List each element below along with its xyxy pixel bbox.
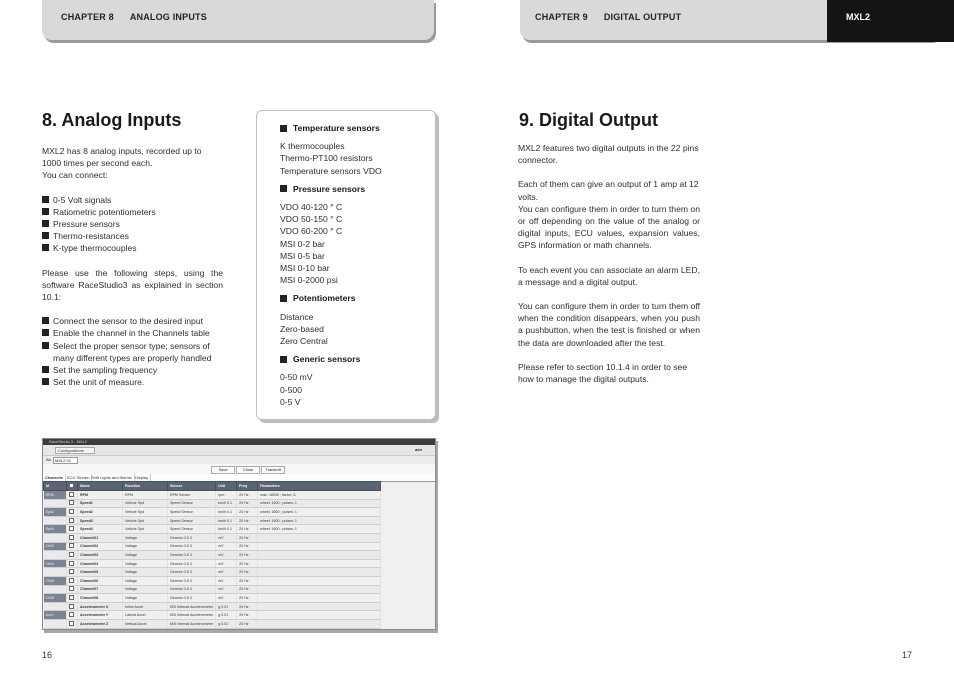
table-row[interactable] xyxy=(44,585,381,594)
tab-channels[interactable]: Channels xyxy=(43,474,66,481)
checkbox-icon[interactable] xyxy=(69,578,74,583)
channel-sensor: Speed Sensor xyxy=(168,499,216,508)
bullet-square-icon xyxy=(42,244,49,251)
checkbox-icon[interactable] xyxy=(69,509,74,514)
channel-id: AccZ xyxy=(44,619,67,628)
left-chapter-tab xyxy=(42,0,434,40)
table-row[interactable] xyxy=(44,594,381,603)
analog-heading: 8. Analog Inputs xyxy=(42,110,182,130)
channel-enabled-cell[interactable] xyxy=(67,491,78,500)
close-button[interactable]: Close xyxy=(236,466,260,474)
sensor-item: Zero-based xyxy=(280,323,324,334)
channel-name: Channel08 xyxy=(78,594,123,603)
channel-id: Ch05 xyxy=(44,568,67,577)
action-buttons xyxy=(43,464,435,474)
table-row[interactable] xyxy=(44,602,381,611)
right-chapter-title: DIGITAL OUTPUT xyxy=(603,12,682,22)
channel-sensor: Generic 0-5 V xyxy=(168,551,216,560)
channel-unit: g 0.01 xyxy=(216,602,237,611)
digital-paragraph: MXL2 features two digital outputs in the 22 pins connector. xyxy=(518,143,699,166)
step-item-text: Connect the sensor to the desired input xyxy=(53,316,204,327)
channel-function: Lateral Accel xyxy=(123,611,168,620)
channel-function: RPM xyxy=(123,491,168,500)
table-row[interactable] xyxy=(44,611,381,620)
bullet-square-icon xyxy=(42,366,49,373)
step-item-text: Enable the channel in the Channels table xyxy=(53,328,210,339)
connect-item xyxy=(42,194,223,206)
bullet-square-icon xyxy=(42,329,49,336)
config-name-bar xyxy=(43,456,435,464)
column-header: Sensor xyxy=(168,482,216,491)
configurations-button[interactable]: Configurations xyxy=(55,447,95,454)
channel-unit: mV xyxy=(216,568,237,577)
config-field-label: Ab xyxy=(46,457,51,462)
channel-parameters xyxy=(258,568,381,577)
channel-unit: km/h 0.1 xyxy=(216,499,237,508)
sensor-item: VDO 50-150 ° C xyxy=(280,214,343,225)
channel-name: Channel02 xyxy=(78,542,123,551)
sensor-item: MSI 0-2 bar xyxy=(280,238,325,249)
channel-enabled-cell[interactable] xyxy=(67,594,78,603)
connect-item xyxy=(42,242,223,254)
channel-sensor: Generic 0-5 V xyxy=(168,542,216,551)
column-header: Function xyxy=(123,482,168,491)
table-row[interactable] xyxy=(44,619,381,628)
channel-parameters: wheel: 1600 ; pulses: 1 xyxy=(258,499,381,508)
channel-function: Voltage xyxy=(123,559,168,568)
channel-sensor: Generic 0-5 V xyxy=(168,533,216,542)
page-number-right: 17 xyxy=(902,650,913,660)
connect-item-text: Ratiometric potentiometers xyxy=(53,206,156,217)
table-row[interactable] xyxy=(44,551,381,560)
connect-item xyxy=(42,230,223,242)
bullet-square-icon xyxy=(42,378,49,385)
channel-sensor: Generic 0-5 V xyxy=(168,585,216,594)
connect-item xyxy=(42,206,223,218)
channel-enabled-cell[interactable] xyxy=(67,568,78,577)
bullet-square-icon xyxy=(42,342,49,349)
channel-freq: 20 Hz xyxy=(237,542,258,551)
sensor-group-heading xyxy=(280,183,430,195)
channel-freq: 20 Hz xyxy=(237,508,258,517)
channel-freq: 20 Hz xyxy=(237,551,258,560)
checkbox-icon[interactable] xyxy=(69,526,74,531)
brand-tab xyxy=(827,0,954,42)
channel-freq: 20 Hz xyxy=(237,602,258,611)
channel-function: Vertical Accel xyxy=(123,619,168,628)
step-item xyxy=(42,376,223,388)
channel-sensor: MXl Internal Accelerometer xyxy=(168,602,216,611)
channel-sensor: Generic 0-5 V xyxy=(168,576,216,585)
checkbox-icon[interactable] xyxy=(69,586,74,591)
channel-function: Voltage xyxy=(123,585,168,594)
channel-unit: mV xyxy=(216,533,237,542)
channel-id: AccX xyxy=(44,602,67,611)
channel-name: RPM xyxy=(78,491,123,500)
sensor-item: Thermo-PT100 resistors xyxy=(280,153,373,164)
sensor-types-box xyxy=(256,110,436,420)
sensor-group-title: Temperature sensors xyxy=(293,123,380,133)
channel-parameters xyxy=(258,533,381,542)
bullet-square-icon xyxy=(42,220,49,227)
column-header-check[interactable] xyxy=(67,482,78,491)
channel-name: Channel01 xyxy=(78,533,123,542)
bullet-square-icon xyxy=(280,185,287,192)
digital-paragraph: You can configure them in order to turn them on or off depending on the value of the analog or digital inputs, ECU values, expansion values, GPS information or math channels. xyxy=(518,203,700,251)
tab-ecu-stream[interactable]: ECU Stream xyxy=(65,474,92,481)
checkbox-icon[interactable] xyxy=(69,492,74,497)
column-header: Id xyxy=(44,482,67,491)
channel-parameters xyxy=(258,619,381,628)
channel-id: Ch06 xyxy=(44,576,67,585)
sensor-group-title: Potentiometers xyxy=(293,293,356,304)
channel-function: Voltage xyxy=(123,542,168,551)
connect-item-text: 0-5 Volt signals xyxy=(53,194,112,205)
sensor-group-heading xyxy=(280,122,430,134)
channel-name: Speed1 xyxy=(78,499,123,508)
channel-id: Spd1 xyxy=(44,499,67,508)
digital-paragraph: Each of them can give an output of 1 amp at 12 volts. xyxy=(518,179,699,202)
channel-unit: km/h 0.1 xyxy=(216,525,237,534)
channel-function: Voltage xyxy=(123,594,168,603)
channel-name: Channel03 xyxy=(78,551,123,560)
step-item-text: Set the unit of measure. xyxy=(53,377,145,388)
aim-logo-icon: aim xyxy=(415,447,422,452)
transmit-button[interactable]: Transmit xyxy=(261,466,285,474)
channel-unit: mV xyxy=(216,594,237,603)
channel-sensor: Speed Sensor xyxy=(168,508,216,517)
channel-enabled-cell[interactable] xyxy=(67,516,78,525)
tab-display[interactable]: Display xyxy=(133,474,151,481)
channel-enabled-cell[interactable] xyxy=(67,533,78,542)
channel-id: Ch02 xyxy=(44,542,67,551)
channel-enabled-cell[interactable] xyxy=(67,542,78,551)
channel-enabled-cell[interactable] xyxy=(67,551,78,560)
bullet-square-icon xyxy=(42,196,49,203)
channel-freq: 20 Hz xyxy=(237,611,258,620)
channel-id: Spd2 xyxy=(44,508,67,517)
step-item xyxy=(42,364,223,376)
sensor-item: MSI 0-5 bar xyxy=(280,250,325,261)
channel-parameters xyxy=(258,559,381,568)
toolbar xyxy=(43,445,435,456)
channel-name: Speed2 xyxy=(78,508,123,517)
sensor-item: Distance xyxy=(280,311,314,322)
sensor-item: MSI 0-2000 psi xyxy=(280,275,338,286)
channel-freq: 20 Hz xyxy=(237,525,258,534)
channel-function: Voltage xyxy=(123,576,168,585)
checkbox-icon[interactable] xyxy=(69,552,74,557)
connect-item-text: K-type thermocouples xyxy=(53,243,137,254)
channel-function: Vehicle Spd xyxy=(123,508,168,517)
bullet-square-icon xyxy=(280,295,287,302)
checkbox-icon[interactable] xyxy=(69,543,74,548)
bullet-square-icon xyxy=(42,208,49,215)
channel-function: Voltage xyxy=(123,568,168,577)
sensor-item: 0-50 mV xyxy=(280,372,313,383)
sensor-group-title: Pressure sensors xyxy=(293,183,366,194)
channel-enabled-cell[interactable] xyxy=(67,576,78,585)
checkbox-icon xyxy=(69,483,74,488)
channel-freq: 20 Hz xyxy=(237,619,258,628)
left-chapter-label xyxy=(61,12,207,22)
checkbox-icon[interactable] xyxy=(69,535,74,540)
sensor-item: 0-5 V xyxy=(280,396,301,407)
table-row[interactable] xyxy=(44,508,381,517)
table-row[interactable] xyxy=(44,559,381,568)
channel-freq: 20 Hz xyxy=(237,568,258,577)
channel-parameters xyxy=(258,611,381,620)
sensor-group-heading xyxy=(280,292,430,304)
channel-unit: km/h 0.1 xyxy=(216,508,237,517)
channel-unit: g 0.01 xyxy=(216,611,237,620)
channel-name: Accelerometer X xyxy=(78,602,123,611)
step-item xyxy=(42,327,223,339)
channel-parameters xyxy=(258,585,381,594)
table-row[interactable] xyxy=(44,533,381,542)
channel-freq: 20 Hz xyxy=(237,491,258,500)
checkbox-icon[interactable] xyxy=(69,621,74,626)
channel-enabled-cell[interactable] xyxy=(67,559,78,568)
table-row[interactable] xyxy=(44,542,381,551)
channel-freq: 20 Hz xyxy=(237,499,258,508)
brand-label: MXL2 xyxy=(846,12,871,22)
channel-sensor: Generic 0-5 V xyxy=(168,559,216,568)
save-button[interactable]: Save xyxy=(211,466,235,474)
sensor-item: Zero Central xyxy=(280,336,328,347)
sensor-item: MSI 0-10 bar xyxy=(280,263,330,274)
channel-freq: 20 Hz xyxy=(237,585,258,594)
channel-unit: mV xyxy=(216,576,237,585)
tab-shift-lights-alarms[interactable]: Shift Lights and Alarms xyxy=(89,474,135,481)
table-row[interactable] xyxy=(44,499,381,508)
checkbox-icon[interactable] xyxy=(69,612,74,617)
channel-freq: 20 Hz xyxy=(237,594,258,603)
digital-body xyxy=(518,142,700,385)
channel-parameters: wheel: 1600 ; pulses: 1 xyxy=(258,516,381,525)
connect-item xyxy=(42,218,223,230)
bullet-square-icon xyxy=(42,232,49,239)
channel-parameters xyxy=(258,551,381,560)
channel-function: Voltage xyxy=(123,551,168,560)
racestudio-screenshot xyxy=(42,438,436,630)
analog-intro-2: You can connect: xyxy=(42,170,108,181)
channel-unit: mV xyxy=(216,585,237,594)
channel-function: Voltage xyxy=(123,533,168,542)
steps-intro: Please use the following steps, using the software RaceStudio3 as explained in section 10.1: xyxy=(42,267,223,303)
channel-sensor: Speed Sensor xyxy=(168,525,216,534)
channels-table xyxy=(43,481,381,629)
right-chapter-number: CHAPTER 9 xyxy=(535,12,588,22)
analog-body xyxy=(42,145,223,388)
channel-parameters xyxy=(258,602,381,611)
channel-sensor: MXl Internal Accelerometer xyxy=(168,619,216,628)
channel-enabled-cell[interactable] xyxy=(67,619,78,628)
checkbox-icon[interactable] xyxy=(69,500,74,505)
sensor-group-title: Generic sensors xyxy=(293,354,361,365)
channel-parameters xyxy=(258,594,381,603)
channel-id: Ch03 xyxy=(44,551,67,560)
channel-freq: 20 Hz xyxy=(237,559,258,568)
config-name-field[interactable]: MXL2 01 xyxy=(53,457,78,464)
channel-function: Inline Accel xyxy=(123,602,168,611)
channel-name: Channel05 xyxy=(78,568,123,577)
channel-enabled-cell[interactable] xyxy=(67,499,78,508)
sensor-item: VDO 40-120 ° C xyxy=(280,202,343,213)
digital-paragraph: Please refer to section 10.1.4 in order to see how to manage the digital outputs. xyxy=(518,361,688,385)
channel-name: Speed4 xyxy=(78,525,123,534)
channel-parameters xyxy=(258,576,381,585)
column-header: Unit xyxy=(216,482,237,491)
analog-intro-1: MXL2 has 8 analog inputs, recorded up to 1000 times per second each. xyxy=(42,146,202,169)
channel-name: Channel06 xyxy=(78,576,123,585)
channel-id: Spd4 xyxy=(44,525,67,534)
channel-parameters xyxy=(258,542,381,551)
step-item xyxy=(42,315,223,327)
channel-id: Ch07 xyxy=(44,585,67,594)
channel-unit: km/h 0.1 xyxy=(216,516,237,525)
sensor-item: VDO 60-200 ° C xyxy=(280,226,343,237)
table-row[interactable] xyxy=(44,568,381,577)
bullet-square-icon xyxy=(42,317,49,324)
step-item-text: Set the sampling frequency xyxy=(53,365,158,376)
channel-function: Vehicle Spd xyxy=(123,525,168,534)
channel-function: Vehicle Spd xyxy=(123,516,168,525)
window-titlebar: RaceStudio 3 - MXL2 xyxy=(43,439,435,445)
channel-id: Spd3 xyxy=(44,516,67,525)
checkbox-icon[interactable] xyxy=(69,561,74,566)
column-header: Freq xyxy=(237,482,258,491)
channel-enabled-cell[interactable] xyxy=(67,611,78,620)
sensor-item: K thermocouples xyxy=(280,141,345,152)
table-row[interactable] xyxy=(44,516,381,525)
connect-item-text: Thermo-resistances xyxy=(53,231,129,242)
channel-unit: mV xyxy=(216,559,237,568)
channel-parameters: wheel: 1600 ; pulses: 1 xyxy=(258,525,381,534)
connect-item-text: Pressure sensors xyxy=(53,219,120,230)
bullet-square-icon xyxy=(280,125,287,132)
table-row[interactable] xyxy=(44,576,381,585)
channel-sensor: MXl Internal Accelerometer xyxy=(168,611,216,620)
digital-paragraph: To each event you can associate an alarm LED, a message and a digital output. xyxy=(518,264,701,287)
step-item xyxy=(42,340,223,364)
sensor-item: 0-500 xyxy=(280,384,302,395)
channel-unit: rpm xyxy=(216,491,237,500)
channel-name: Channel07 xyxy=(78,585,123,594)
checkbox-icon[interactable] xyxy=(69,518,74,523)
channel-sensor: Generic 0-5 V xyxy=(168,594,216,603)
column-header: Parameters xyxy=(258,482,381,491)
channel-id: AccY xyxy=(44,611,67,620)
channel-freq: 20 Hz xyxy=(237,516,258,525)
checkbox-icon[interactable] xyxy=(69,595,74,600)
channel-unit: g 0.01 xyxy=(216,619,237,628)
table-row[interactable] xyxy=(44,525,381,534)
channel-name: Channel04 xyxy=(78,559,123,568)
channel-name: Accelerometer Y xyxy=(78,611,123,620)
channel-sensor: Speed Sensor xyxy=(168,516,216,525)
checkbox-icon[interactable] xyxy=(69,604,74,609)
channel-enabled-cell[interactable] xyxy=(67,508,78,517)
checkbox-icon[interactable] xyxy=(69,569,74,574)
channel-parameters: max: 16000 ; factor: /1 xyxy=(258,491,381,500)
channel-sensor: Generic 0-5 V xyxy=(168,568,216,577)
page-number-left: 16 xyxy=(42,650,53,660)
column-header: Name xyxy=(78,482,123,491)
channel-freq: 20 Hz xyxy=(237,576,258,585)
digital-paragraph: You can configure them in order to turn them off when the condition disappears, when you push a pushbutton, when the test is finished or when the data are downloaded after the test. xyxy=(518,301,700,348)
channel-enabled-cell[interactable] xyxy=(67,602,78,611)
channel-id: RPM xyxy=(44,491,67,500)
channel-function: Vehicle Spd xyxy=(123,499,168,508)
channel-id: Ch04 xyxy=(44,559,67,568)
digital-heading: 9. Digital Output xyxy=(519,110,658,130)
channel-id: Ch01 xyxy=(44,533,67,542)
left-chapter-title: ANALOG INPUTS xyxy=(129,12,207,22)
channel-freq: 20 Hz xyxy=(237,533,258,542)
table-row[interactable] xyxy=(44,491,381,500)
channel-id: Ch08 xyxy=(44,594,67,603)
channel-name: Accelerometer Z xyxy=(78,619,123,628)
sensor-group-heading xyxy=(280,353,430,365)
right-chapter-label xyxy=(535,12,681,22)
channel-parameters: wheel: 1600 ; pulses: 1 xyxy=(258,508,381,517)
channel-enabled-cell[interactable] xyxy=(67,525,78,534)
bullet-square-icon xyxy=(280,356,287,363)
channel-enabled-cell[interactable] xyxy=(67,585,78,594)
channel-sensor: RPM Sensor xyxy=(168,491,216,500)
channel-unit: mV xyxy=(216,542,237,551)
step-item-text: Select the proper sensor type; sensors of many different types are properly handled xyxy=(53,340,212,363)
channel-name: Speed3 xyxy=(78,516,123,525)
channel-unit: mV xyxy=(216,551,237,560)
left-chapter-number: CHAPTER 8 xyxy=(61,12,114,22)
sensor-item: Temperature sensors VDO xyxy=(280,165,382,176)
